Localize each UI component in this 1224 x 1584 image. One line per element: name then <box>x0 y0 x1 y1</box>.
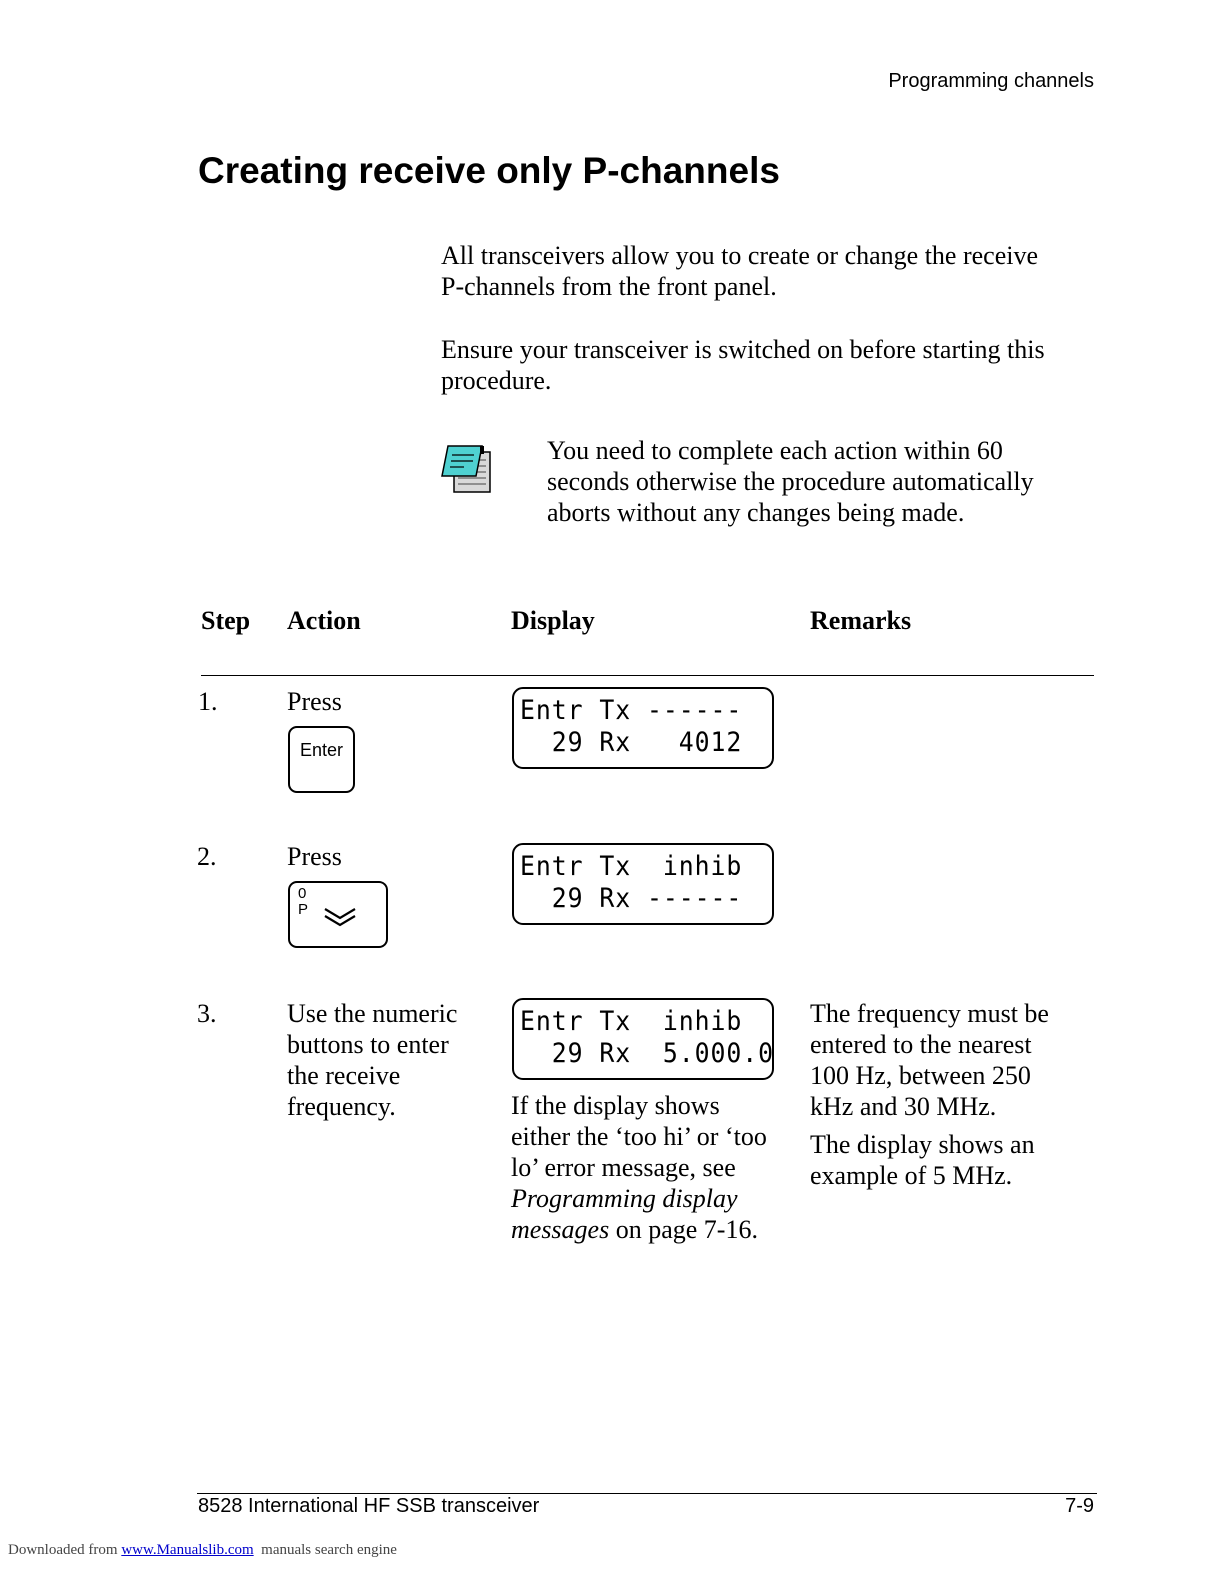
step-3-number: 3. <box>197 999 217 1028</box>
display-note-line-3: lo’ error message, see <box>511 1153 736 1182</box>
intro-p2-line-2: procedure. <box>441 366 552 395</box>
footer-rule <box>197 1493 1097 1494</box>
lcd-display-step-3 <box>512 998 774 1080</box>
remarks-1-line-4: kHz and 30 MHz. <box>810 1092 997 1121</box>
display-note-line-2: either the ‘too hi’ or ‘too <box>511 1122 767 1151</box>
lcd-3-line-1: Entr Tx inhib <box>520 1006 743 1037</box>
step-3-action-line-3: the receive <box>287 1061 401 1090</box>
intro-p2-line-1: Ensure your transceiver is switched on before starting this <box>441 335 1045 364</box>
notepad-icon <box>440 442 496 494</box>
page-title: Creating receive only P-channels <box>198 150 780 191</box>
enter-key <box>288 726 355 793</box>
display-note-xref-line-1: Programming display <box>511 1184 738 1213</box>
footer-page-number: 7-9 <box>1065 1495 1094 1517</box>
note-text <box>547 435 1034 528</box>
step-2-number: 2. <box>197 842 217 871</box>
channel-down-key <box>288 881 388 948</box>
remarks-2-line-2: example of 5 MHz. <box>810 1161 1013 1190</box>
display-note-xref-line-2: messages <box>511 1215 610 1244</box>
download-prefix: Downloaded from <box>8 1542 122 1558</box>
step-3-action-line-2: buttons to enter <box>287 1030 449 1059</box>
display-note-line-5 <box>511 1214 767 1245</box>
table-header-rule <box>201 675 1094 676</box>
note-line-1: You need to complete each action within 60 <box>547 436 1003 465</box>
lcd-display-step-2 <box>512 843 774 925</box>
lcd-3-line-2: 29 Rx 5.000.0 <box>520 1038 775 1069</box>
lcd-display-step-1 <box>512 687 774 769</box>
intro-p1-line-1: All transceivers allow you to create or change the receive <box>441 241 1038 270</box>
step-3-action-line-1: Use the numeric <box>287 999 458 1028</box>
display-note-tail: on page 7-16. <box>609 1215 758 1244</box>
note-line-3: aborts without any changes being made. <box>547 498 965 527</box>
download-suffix: manuals search engine <box>253 1542 397 1558</box>
running-head: Programming channels <box>888 70 1094 92</box>
step-3-remarks-1 <box>810 998 1049 1122</box>
remarks-1-line-1: The frequency must be <box>810 999 1049 1028</box>
step-3-action-line-4: frequency. <box>287 1092 396 1121</box>
intro-p1-line-2: P-channels from the front panel. <box>441 272 777 301</box>
step-3-action <box>287 998 457 1122</box>
header-step: Step <box>201 606 251 635</box>
lcd-1-line-2: 29 Rx 4012 <box>520 727 743 758</box>
intro-paragraph-2 <box>441 334 1045 396</box>
channel-down-key-bottom: P <box>298 901 309 918</box>
step-1-number: 1. <box>198 687 218 716</box>
double-chevron-down-icon <box>322 905 358 929</box>
lcd-2-line-2: 29 Rx ------ <box>520 883 743 914</box>
header-remarks: Remarks <box>810 606 912 635</box>
step-1-action: Press <box>287 687 342 716</box>
intro-paragraph-1 <box>441 240 1038 302</box>
note-line-2: seconds otherwise the procedure automatically <box>547 467 1034 496</box>
remarks-1-line-2: entered to the nearest <box>810 1030 1032 1059</box>
manualslib-link[interactable]: www.Manualslib.com <box>121 1542 254 1558</box>
remarks-2-line-1: The display shows an <box>810 1130 1035 1159</box>
step-3-display-note <box>511 1090 767 1245</box>
header-display: Display <box>511 606 595 635</box>
channel-down-key-top: 0 <box>298 885 307 902</box>
step-2-action: Press <box>287 842 342 871</box>
lcd-1-line-1: Entr Tx ------ <box>520 695 743 726</box>
step-3-remarks-2 <box>810 1129 1035 1191</box>
footer-manual-title: 8528 International HF SSB transceiver <box>198 1495 540 1517</box>
lcd-2-line-1: Entr Tx inhib <box>520 851 743 882</box>
header-action: Action <box>287 606 361 635</box>
enter-key-label: Enter <box>299 740 344 760</box>
remarks-1-line-3: 100 Hz, between 250 <box>810 1061 1031 1090</box>
download-notice <box>8 1542 397 1559</box>
display-note-line-1: If the display shows <box>511 1091 720 1120</box>
